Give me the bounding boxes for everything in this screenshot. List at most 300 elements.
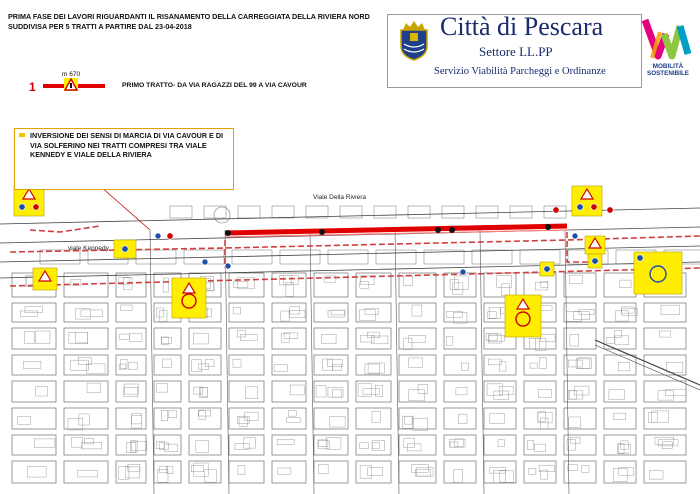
cross-street [225, 230, 229, 494]
building-outline [539, 465, 554, 472]
city-block [154, 328, 181, 349]
building-outline [159, 311, 167, 322]
building-outline [360, 282, 369, 289]
building-outline [403, 276, 412, 285]
building-outline [132, 416, 142, 428]
city-block [232, 250, 272, 264]
building-outline [408, 336, 425, 343]
city-block [444, 435, 476, 455]
building-outline [538, 389, 551, 397]
sign-panel-small [540, 262, 554, 276]
building-outline [359, 310, 375, 321]
city-block [604, 435, 636, 455]
building-outline [327, 359, 342, 366]
legend-distance: m 670 [62, 71, 81, 78]
building-outline [569, 275, 582, 283]
building-outline [658, 440, 678, 446]
sign-panel-east [572, 186, 602, 216]
building-outline [413, 418, 428, 430]
direction-sign-icon [225, 263, 231, 269]
city-block [356, 303, 391, 322]
building-outline [205, 470, 217, 483]
building-outline [365, 364, 380, 374]
roundabout-panel-cavour [172, 278, 206, 318]
city-block [116, 355, 146, 375]
building-outline [527, 440, 534, 449]
building-outline [196, 440, 209, 452]
building-outline [535, 282, 547, 290]
building-outline [489, 308, 500, 319]
roundabout-panel-solferino [505, 295, 541, 337]
building-outline [283, 275, 298, 285]
building-outline [620, 280, 631, 288]
city-block [524, 355, 556, 375]
building-outline [450, 279, 458, 289]
building-outline [316, 386, 326, 397]
building-outline [205, 360, 214, 367]
building-outline [81, 310, 102, 317]
beach-structure [408, 206, 430, 218]
building-outline [372, 442, 379, 448]
city-block [12, 381, 56, 402]
building-outline [582, 466, 589, 473]
building-outline [192, 360, 202, 372]
building-outline [568, 465, 577, 471]
building-outline [199, 411, 205, 420]
beach-structure [476, 206, 498, 218]
rail-line [595, 345, 700, 390]
city-block [444, 355, 476, 375]
building-outline [36, 387, 48, 396]
building-outline [490, 414, 505, 424]
building-outline [161, 410, 167, 421]
building-outline [284, 333, 297, 339]
city-block [399, 381, 436, 402]
building-outline [538, 412, 546, 422]
building-outline [649, 471, 663, 479]
building-outline [78, 470, 98, 477]
city-block [376, 250, 416, 264]
traffic-sign-icon [122, 246, 128, 252]
building-outline [25, 331, 34, 343]
beach-structure [204, 206, 226, 218]
city-block [564, 381, 596, 402]
city-block [229, 355, 264, 375]
building-outline [124, 388, 138, 397]
building-outline [199, 388, 207, 398]
building-outline [409, 358, 423, 367]
worksite-stretch [225, 226, 567, 233]
building-outline [120, 305, 132, 310]
building-outline [331, 310, 345, 315]
city-block [12, 355, 56, 375]
building-outline [68, 418, 83, 430]
building-outline [487, 384, 502, 396]
city-block [154, 461, 181, 483]
building-outline [574, 312, 590, 320]
traffic-sign-icon [544, 266, 550, 272]
building-outline [363, 389, 380, 395]
building-outline [621, 441, 628, 449]
city-block [280, 250, 320, 264]
building-outline [614, 331, 621, 338]
city-block [189, 328, 221, 349]
building-outline [330, 416, 345, 427]
closure-marker [435, 227, 441, 233]
building-outline [328, 310, 344, 317]
cross-street [565, 230, 569, 494]
works-notice-line2: SUDDIVISA PER 5 TRATTI A PARTIRE DAL 23-04-2018 [8, 22, 192, 31]
city-block [356, 328, 391, 349]
building-outline [156, 441, 164, 448]
city-block [399, 328, 436, 349]
city-block [116, 273, 146, 297]
building-outline [541, 418, 548, 429]
building-outline [201, 388, 208, 397]
roundabout-fountain [214, 207, 230, 223]
building-outline [372, 411, 380, 422]
building-outline [494, 391, 509, 399]
building-outline [404, 438, 415, 447]
building-outline [129, 362, 137, 370]
city-block [399, 303, 436, 322]
building-outline [76, 309, 91, 319]
city-block [644, 461, 686, 483]
city-block [444, 328, 476, 349]
building-outline [79, 414, 89, 425]
building-outline [35, 331, 50, 343]
building-outline [655, 437, 674, 444]
direction-sign-icon [572, 233, 578, 239]
sign-panel-west [14, 186, 44, 216]
building-outline [368, 363, 385, 373]
city-block [116, 328, 146, 349]
building-outline [613, 469, 627, 482]
building-outline [622, 309, 638, 316]
city-block [484, 381, 516, 402]
city-block [272, 435, 306, 455]
building-outline [529, 338, 539, 349]
city-block [229, 408, 264, 429]
building-outline [412, 305, 422, 316]
building-outline [287, 417, 300, 422]
city-block [272, 408, 306, 429]
building-outline [34, 439, 54, 447]
beach-structure [238, 206, 260, 218]
building-outline [455, 439, 464, 447]
city-block [644, 381, 686, 402]
city-name: Città di Pescara [440, 12, 604, 41]
building-outline [411, 465, 428, 473]
building-outline [235, 443, 249, 449]
building-outline [288, 411, 296, 416]
building-outline [502, 284, 510, 296]
traffic-sign-icon [19, 204, 25, 210]
city-block [644, 355, 686, 375]
city-block [356, 435, 391, 455]
detour-notice-box [14, 128, 234, 190]
building-outline [119, 466, 129, 479]
building-outline [245, 387, 257, 399]
city-block [116, 408, 146, 429]
detour-route [10, 268, 700, 286]
building-outline [446, 337, 453, 346]
building-outline [164, 444, 177, 452]
beach-structure [374, 206, 396, 218]
city-block [272, 381, 306, 402]
cross-street [150, 230, 154, 494]
building-outline [233, 307, 241, 313]
city-block [64, 381, 108, 402]
city-block [644, 303, 686, 322]
city-block [444, 381, 476, 402]
building-outline [570, 334, 579, 346]
building-outline [458, 414, 467, 423]
building-outline [86, 364, 105, 373]
city-block [12, 408, 56, 429]
city-block [40, 250, 80, 264]
city-block [154, 435, 181, 455]
city-block [314, 408, 348, 429]
rail-line [595, 340, 700, 385]
city-block [154, 355, 181, 375]
beach-structure [442, 206, 464, 218]
building-outline [163, 278, 169, 292]
building-outline [129, 334, 142, 342]
no-entry-icon [167, 233, 173, 239]
detour-notice-text: INVERSIONE DEI SENSI DI MARCIA DI VIA CAVOUR E DI VIA SOLFERINO NEI TRATTI COMPRESI TRA VIALE KENNEDY E VIALE DELLA RIVIERA [30, 131, 224, 159]
direction-sign-icon [460, 269, 466, 275]
works-notice-header [8, 12, 398, 32]
building-outline [233, 360, 241, 368]
legend-section-number: 1 [29, 80, 36, 94]
building-outline [286, 282, 294, 296]
building-outline [126, 467, 140, 478]
building-outline [156, 384, 167, 393]
building-outline [238, 465, 245, 474]
city-block [314, 355, 348, 375]
building-outline [278, 468, 291, 474]
building-outline [418, 384, 427, 393]
building-outline [454, 469, 463, 482]
sign-panel-ragazzi [585, 236, 605, 254]
city-block [189, 381, 221, 402]
city-block [564, 328, 596, 349]
city-block [524, 273, 556, 297]
building-outline [319, 464, 329, 473]
city-block [356, 461, 391, 483]
city-block [564, 303, 596, 322]
building-outline [618, 445, 630, 453]
building-outline [452, 283, 462, 294]
building-outline [614, 413, 626, 420]
building-outline [326, 437, 341, 449]
building-outline [409, 390, 425, 401]
building-outline [404, 338, 412, 349]
city-block [154, 381, 181, 402]
city-block [272, 328, 306, 349]
building-outline [27, 467, 46, 478]
city-block [524, 435, 556, 455]
detour-route [30, 226, 100, 232]
building-outline [661, 305, 679, 315]
building-outline [367, 332, 379, 338]
city-block [604, 461, 636, 483]
building-outline [499, 386, 513, 395]
city-block [136, 250, 176, 264]
building-outline [274, 365, 287, 372]
roadworks-warning-icon [64, 78, 78, 91]
building-outline [535, 444, 546, 452]
building-outline [568, 360, 582, 367]
building-outline [667, 362, 683, 372]
street-label-kennedy: viale Kennedy [68, 245, 109, 252]
city-block [444, 303, 476, 322]
building-outline [609, 390, 624, 400]
building-outline [528, 468, 535, 474]
building-outline [333, 389, 342, 397]
building-outline [659, 331, 670, 337]
sign-panel-kennedy [33, 268, 57, 290]
city-block [229, 273, 264, 297]
city-block [564, 273, 596, 297]
building-outline [281, 311, 290, 321]
building-outline [156, 308, 163, 317]
city-block [472, 250, 512, 264]
city-crest-icon [397, 20, 431, 62]
building-outline [198, 364, 209, 370]
building-outline [404, 416, 412, 424]
building-outline [332, 364, 341, 370]
building-outline [25, 307, 43, 313]
cross-street [395, 230, 399, 494]
building-outline [648, 413, 657, 423]
city-block [644, 408, 686, 429]
building-outline [20, 311, 37, 316]
building-outline [237, 331, 246, 337]
legend-description: PRIMO TRATTO- DA VIA RAGAZZI DEL 99 A VIA CAVOUR [122, 82, 307, 89]
no-entry-icon [553, 207, 559, 213]
city-block [314, 328, 348, 349]
building-outline [69, 332, 88, 344]
building-outline [322, 334, 337, 344]
sign-panel-blue [114, 240, 136, 258]
mobility-label-line1: MOBILITÀ [652, 63, 684, 70]
building-outline [240, 334, 257, 340]
building-outline [234, 282, 248, 288]
city-block [328, 250, 368, 264]
building-outline [449, 439, 465, 447]
city-block [272, 461, 306, 483]
building-outline [132, 441, 147, 450]
city-block [444, 408, 476, 429]
city-block [444, 461, 476, 483]
building-outline [128, 464, 140, 471]
building-outline [456, 388, 467, 395]
department-name: Settore LL.PP [479, 44, 553, 59]
building-outline [454, 312, 467, 323]
sustainable-mobility-label [641, 63, 695, 77]
traffic-sign-icon [592, 258, 598, 264]
building-outline [500, 471, 514, 482]
building-outline [124, 384, 138, 394]
building-outline [279, 275, 291, 285]
building-outline [486, 334, 498, 341]
building-outline [72, 437, 83, 447]
street-label-riviera: Viale Della Riviera [313, 194, 366, 201]
building-outline [541, 335, 555, 342]
building-outline [498, 440, 505, 447]
beach-structure [170, 206, 192, 218]
city-block [604, 303, 636, 322]
city-block [229, 328, 264, 349]
building-outline [194, 387, 203, 394]
building-outline [244, 438, 256, 448]
building-outline [120, 334, 130, 339]
building-outline [84, 438, 93, 444]
building-outline [87, 383, 101, 393]
building-outline [193, 333, 208, 344]
roundabout-panel-east [634, 252, 682, 294]
building-outline [191, 466, 203, 472]
city-block [524, 408, 556, 429]
city-block [64, 461, 108, 483]
building-outline [607, 337, 615, 343]
building-outline [318, 441, 329, 449]
building-outline [239, 417, 247, 426]
direction-sign-icon [155, 233, 161, 239]
sign-panel-small [588, 254, 602, 268]
building-outline [417, 467, 433, 476]
traffic-sign-icon [33, 204, 39, 210]
building-outline [277, 439, 294, 444]
service-name: Servizio Viabilità Parcheggi e Ordinanze [434, 66, 606, 77]
notice-bullet-icon [19, 133, 25, 137]
building-outline [159, 443, 168, 450]
city-block [604, 408, 636, 429]
building-outline [619, 468, 634, 475]
building-outline [497, 276, 512, 288]
building-outline [541, 470, 548, 479]
closure-marker [545, 224, 551, 230]
city-block [524, 381, 556, 402]
building-outline [499, 362, 506, 371]
building-outline [76, 332, 88, 343]
works-notice-line1: PRIMA FASE DEI LAVORI RIGUARDANTI IL RISANAMENTO DELLA CARREGGIATA DELLA RIVIERA NORD [8, 12, 370, 21]
building-outline [540, 357, 547, 369]
building-outline [368, 468, 383, 476]
city-block [444, 273, 476, 297]
building-outline [360, 443, 369, 449]
city-block [189, 408, 221, 429]
mobility-label-line2: SOSTENIBILE [647, 70, 689, 77]
city-block [484, 461, 516, 483]
building-outline [158, 469, 168, 482]
building-outline [488, 312, 497, 319]
city-block [484, 273, 516, 297]
building-outline [662, 442, 672, 449]
building-outline [78, 357, 91, 365]
building-outline [162, 338, 172, 344]
building-outline [163, 359, 172, 368]
city-block [484, 435, 516, 455]
building-outline [161, 337, 168, 345]
city-block [189, 355, 221, 375]
city-block [229, 461, 264, 483]
city-block [399, 273, 436, 297]
building-outline [282, 333, 290, 342]
building-outline [666, 389, 687, 396]
